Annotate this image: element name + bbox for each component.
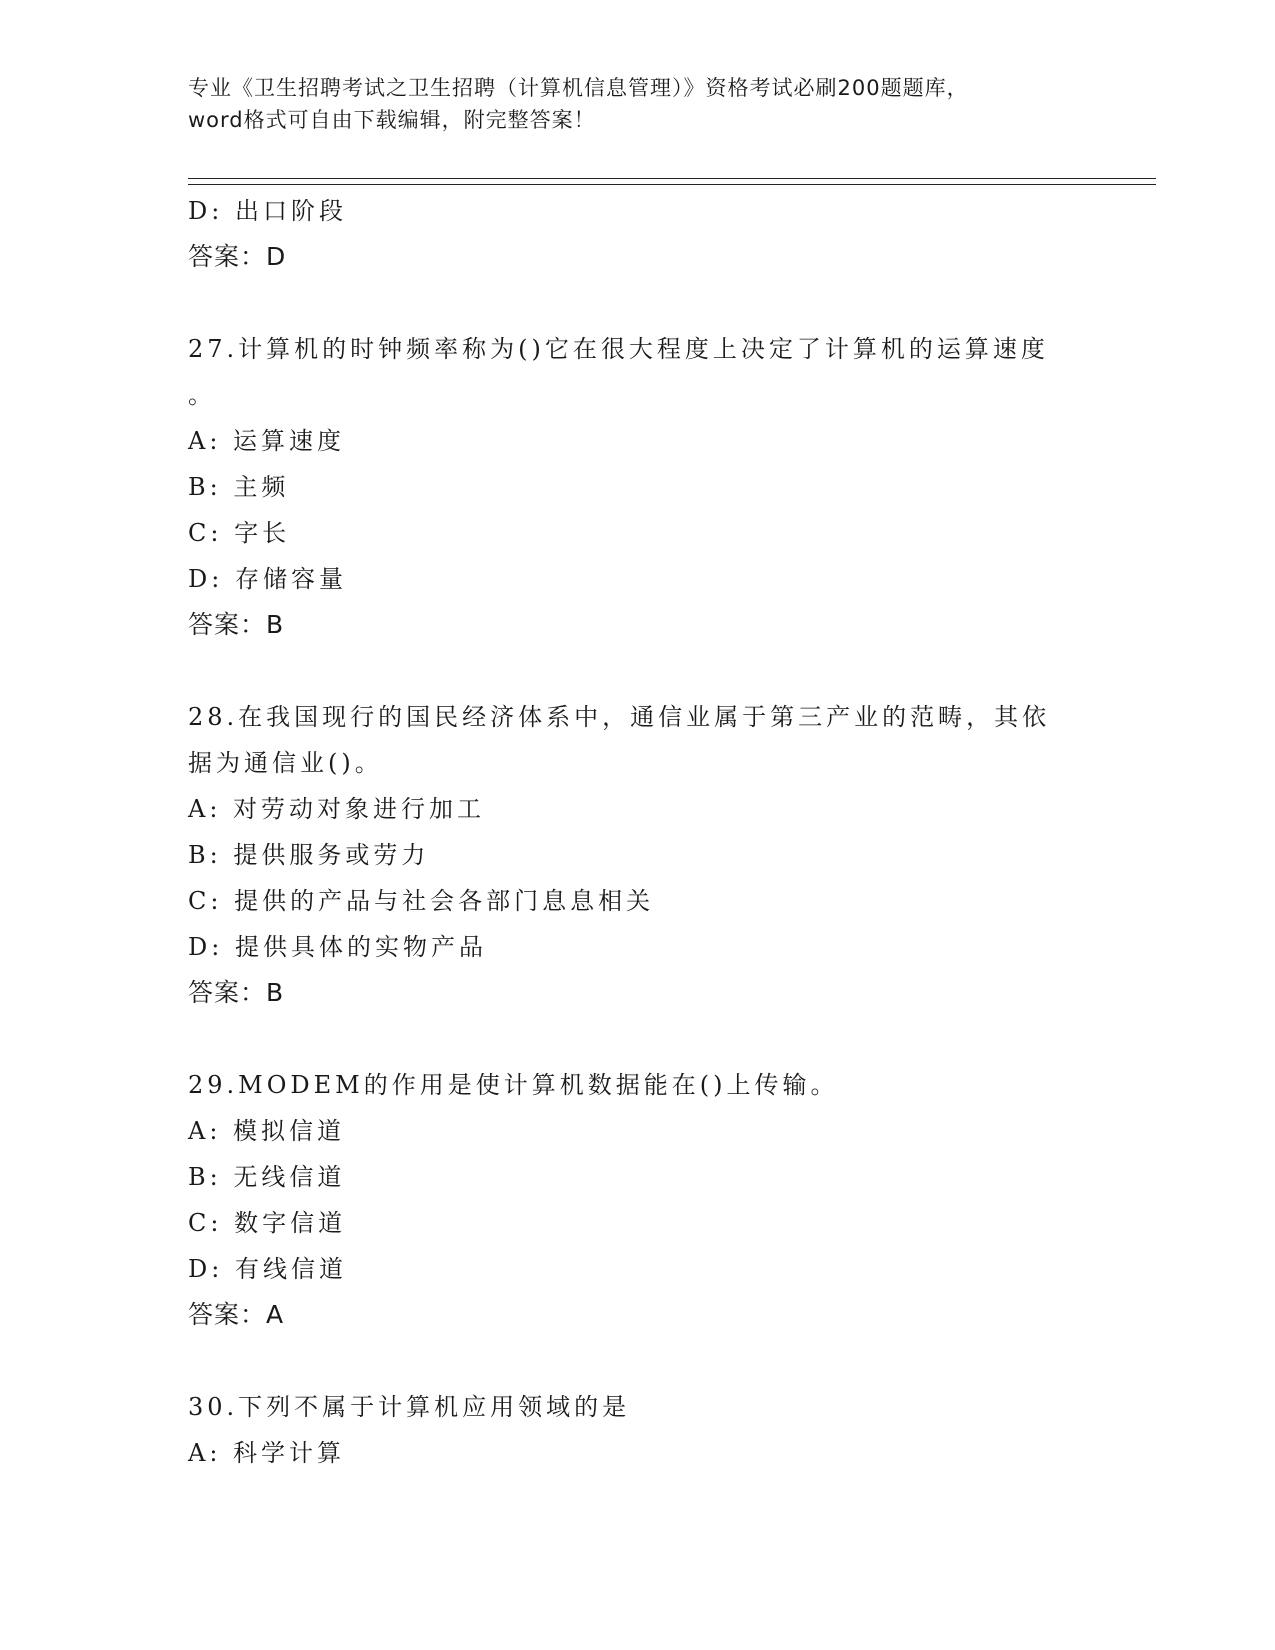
option-a: A: 运算速度 [188, 427, 346, 455]
option-d: D: 出口阶段 [188, 197, 347, 225]
option-d: D: 有线信道 [188, 1255, 347, 1283]
questions-body [188, 188, 1088, 1476]
option-b: B: 主频 [188, 473, 290, 501]
question-text: 28.在我国现行的国民经济体系中，通信业属于第三产业的范畴，其依 [188, 703, 1051, 731]
question-block-30 [188, 1384, 1088, 1476]
answer-line: 答案：B [188, 978, 285, 1007]
header-title-line-2: word格式可自由下载编辑，附完整答案！ [188, 108, 596, 132]
option-d: D: 提供具体的实物产品 [188, 933, 487, 961]
spacer [188, 1016, 1088, 1062]
answer-line: 答案：D [188, 242, 287, 271]
header-title-line-1: 专业《卫生招聘考试之卫生招聘（计算机信息管理）》资格考试必刷200题题库， [188, 76, 969, 100]
spacer [188, 280, 1088, 326]
question-block-27 [188, 326, 1088, 648]
option-c: C: 提供的产品与社会各部门息息相关 [188, 887, 655, 915]
question-text-continued: 据为通信业()。 [188, 749, 383, 777]
question-text: 27.计算机的时钟频率称为()它在很大程度上决定了计算机的运算速度 [188, 335, 1049, 363]
option-b: B: 提供服务或劳力 [188, 841, 430, 869]
spacer [188, 1338, 1088, 1384]
answer-line: 答案：B [188, 610, 285, 639]
question-block-28 [188, 694, 1088, 1016]
question-text: 29.MODEM的作用是使计算机数据能在()上传输。 [188, 1071, 839, 1099]
document-header [188, 72, 1068, 136]
option-b: B: 无线信道 [188, 1163, 346, 1191]
header-divider-top [188, 178, 1156, 179]
option-d: D: 存储容量 [188, 565, 347, 593]
option-a: A: 科学计算 [188, 1439, 346, 1467]
question-text-continued: 。 [188, 381, 216, 409]
question-text: 30.下列不属于计算机应用领域的是 [188, 1393, 631, 1421]
option-a: A: 模拟信道 [188, 1117, 346, 1145]
option-c: C: 数字信道 [188, 1209, 347, 1237]
option-a: A: 对劳动对象进行加工 [188, 795, 486, 823]
question-block-29 [188, 1062, 1088, 1338]
option-c: C: 字长 [188, 519, 291, 547]
answer-line: 答案：A [188, 1300, 285, 1329]
spacer [188, 648, 1088, 694]
header-divider-bottom [188, 184, 1156, 185]
